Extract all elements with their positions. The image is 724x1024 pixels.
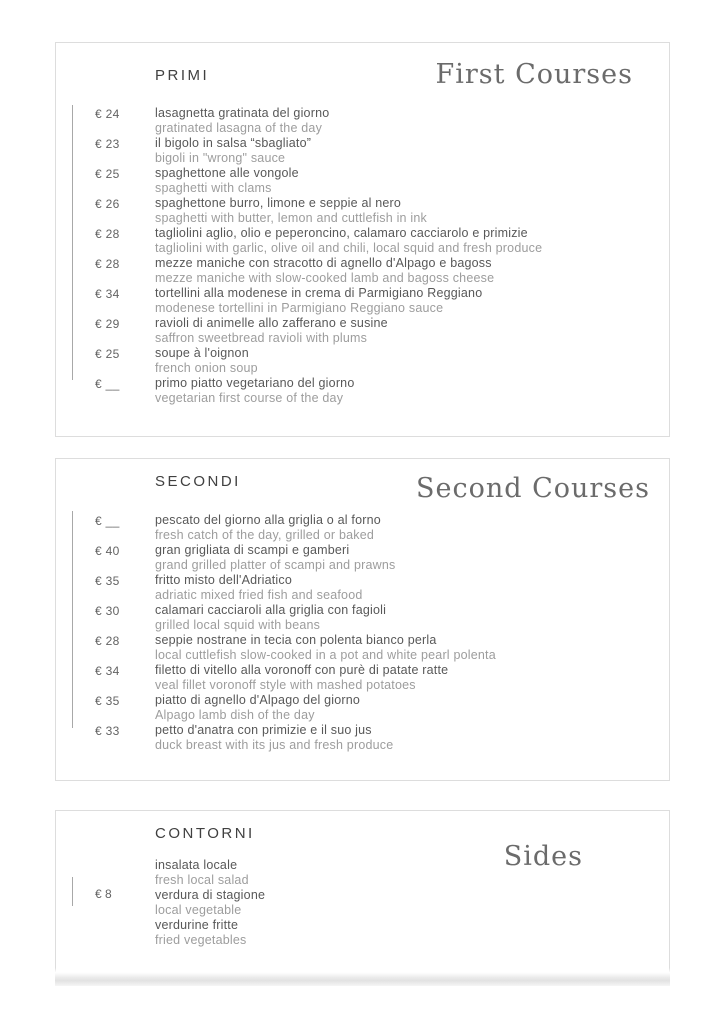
item-name-italian: ravioli di animelle allo zafferano e susine	[155, 316, 388, 330]
item-price: € 25	[95, 347, 120, 361]
item-name-english: tagliolini with garlic, olive oil and chili, local squid and fresh produce	[155, 241, 543, 255]
item-name-english: grand grilled platter of scampi and prawns	[155, 558, 396, 572]
menu-item	[56, 226, 669, 256]
menu-items-list	[56, 106, 669, 406]
item-texts	[155, 918, 661, 948]
item-name-english: french onion soup	[155, 361, 258, 375]
item-texts	[155, 513, 661, 543]
section-heading-english: Sides	[503, 841, 583, 872]
section-heading-italian: PRIMI	[155, 67, 210, 84]
item-texts	[155, 663, 661, 693]
item-name-italian: verdura di stagione	[155, 888, 266, 902]
sides-shared-price: € 8	[95, 887, 112, 901]
section-heading-italian: SECONDI	[155, 473, 241, 490]
item-texts	[155, 196, 661, 226]
menu-item	[56, 286, 669, 316]
item-name-english: gratinated lasagna of the day	[155, 121, 323, 135]
item-name-english: vegetarian first course of the day	[155, 391, 344, 405]
section-heading-english: First Courses	[435, 59, 633, 90]
item-name-english: veal fillet voronoff style with mashed potatoes	[155, 678, 416, 692]
item-name-italian: fritto misto dell'Adriatico	[155, 573, 292, 587]
item-price: € 28	[95, 634, 120, 648]
item-price: € 34	[95, 664, 120, 678]
item-texts	[155, 543, 661, 573]
item-price: € 30	[95, 604, 120, 618]
item-name-italian: insalata locale	[155, 858, 238, 872]
section-heading-english: Second Courses	[415, 473, 650, 504]
item-texts	[155, 573, 661, 603]
menu-item	[56, 693, 669, 723]
item-name-italian: lasagnetta gratinata del giorno	[155, 106, 330, 120]
item-name-italian: spaghettone alle vongole	[155, 166, 299, 180]
item-price: € __	[95, 514, 120, 528]
item-name-italian: tagliolini aglio, olio e peperoncino, calamaro cacciarolo e primizie	[155, 226, 528, 240]
section-heading-italian: CONTORNI	[155, 825, 255, 842]
item-name-english: fresh catch of the day, grilled or baked	[155, 528, 374, 542]
item-price: € 28	[95, 227, 120, 241]
item-name-italian: tortellini alla modenese in crema di Parmigiano Reggiano	[155, 286, 483, 300]
item-name-italian: calamari cacciaroli alla griglia con fagioli	[155, 603, 387, 617]
item-texts	[155, 603, 661, 633]
item-price: € 26	[95, 197, 120, 211]
item-price: € 24	[95, 107, 120, 121]
item-texts	[155, 226, 661, 256]
item-price: € 29	[95, 317, 120, 331]
menu-item	[56, 256, 669, 286]
item-texts	[155, 346, 661, 376]
section-first-courses	[55, 42, 670, 437]
menu-item	[56, 573, 669, 603]
item-texts	[155, 106, 661, 136]
menu-item	[56, 918, 669, 948]
section-sides	[55, 810, 670, 986]
item-name-italian: seppie nostrane in tecia con polenta bianco perla	[155, 633, 437, 647]
page-bottom-shadow	[55, 968, 670, 986]
item-texts	[155, 888, 661, 918]
menu-item	[56, 633, 669, 663]
item-name-italian: spaghettone burro, limone e seppie al nero	[155, 196, 402, 210]
menu-item	[56, 513, 669, 543]
item-price: € 35	[95, 574, 120, 588]
menu-item	[56, 723, 669, 753]
item-name-italian: soupe à l'oignon	[155, 346, 249, 360]
item-name-english: mezze maniche with slow-cooked lamb and bagoss cheese	[155, 271, 495, 285]
item-name-english: local cuttlefish slow-cooked in a pot and white pearl polenta	[155, 648, 496, 662]
item-texts	[155, 166, 661, 196]
item-texts	[155, 286, 661, 316]
menu-item	[56, 858, 669, 888]
item-price: € 35	[95, 694, 120, 708]
item-price: € 28	[95, 257, 120, 271]
item-price: € 25	[95, 167, 120, 181]
item-price: € 33	[95, 724, 120, 738]
menu-item	[56, 603, 669, 633]
item-price: € __	[95, 377, 120, 391]
menu-item	[56, 543, 669, 573]
item-name-italian: il bigolo in salsa “sbagliato”	[155, 136, 312, 150]
item-name-italian: pescato del giorno alla griglia o al forno	[155, 513, 381, 527]
item-texts	[155, 136, 661, 166]
menu-item	[56, 196, 669, 226]
item-name-english: saffron sweetbread ravioli with plums	[155, 331, 368, 345]
menu-items-list	[56, 513, 669, 753]
item-name-english: spaghetti with clams	[155, 181, 272, 195]
menu-item	[56, 166, 669, 196]
menu-item	[56, 316, 669, 346]
item-texts	[155, 376, 661, 406]
item-name-english: fresh local salad	[155, 873, 249, 887]
item-name-english: spaghetti with butter, lemon and cuttlefish in ink	[155, 211, 427, 225]
item-texts	[155, 723, 661, 753]
menu-item	[56, 346, 669, 376]
item-texts	[155, 256, 661, 286]
item-name-english: duck breast with its jus and fresh produce	[155, 738, 394, 752]
menu-item	[56, 888, 669, 918]
item-name-english: bigoli in "wrong" sauce	[155, 151, 286, 165]
menu-item	[56, 106, 669, 136]
item-name-english: modenese tortellini in Parmigiano Reggiano sauce	[155, 301, 444, 315]
menu-item	[56, 376, 669, 406]
section-second-courses	[55, 458, 670, 781]
item-texts	[155, 693, 661, 723]
item-name-english: adriatic mixed fried fish and seafood	[155, 588, 363, 602]
item-name-italian: mezze maniche con stracotto di agnello d'Alpago e bagoss	[155, 256, 492, 270]
item-texts	[155, 858, 661, 888]
item-name-italian: petto d'anatra con primizie e il suo jus	[155, 723, 372, 737]
item-name-italian: primo piatto vegetariano del giorno	[155, 376, 355, 390]
item-price: € 23	[95, 137, 120, 151]
menu-item	[56, 663, 669, 693]
item-name-english: local vegetable	[155, 903, 242, 917]
item-name-english: fried vegetables	[155, 933, 247, 947]
item-price: € 40	[95, 544, 120, 558]
item-name-italian: piatto di agnello d'Alpago del giorno	[155, 693, 361, 707]
item-price: € 34	[95, 287, 120, 301]
item-texts	[155, 633, 661, 663]
menu-items-list	[56, 858, 669, 948]
menu-item	[56, 136, 669, 166]
item-name-english: Alpago lamb dish of the day	[155, 708, 315, 722]
item-name-english: grilled local squid with beans	[155, 618, 321, 632]
item-name-italian: gran grigliata di scampi e gamberi	[155, 543, 350, 557]
item-name-italian: verdurine fritte	[155, 918, 239, 932]
item-name-italian: filetto di vitello alla voronoff con purè di patate ratte	[155, 663, 449, 677]
item-texts	[155, 316, 661, 346]
